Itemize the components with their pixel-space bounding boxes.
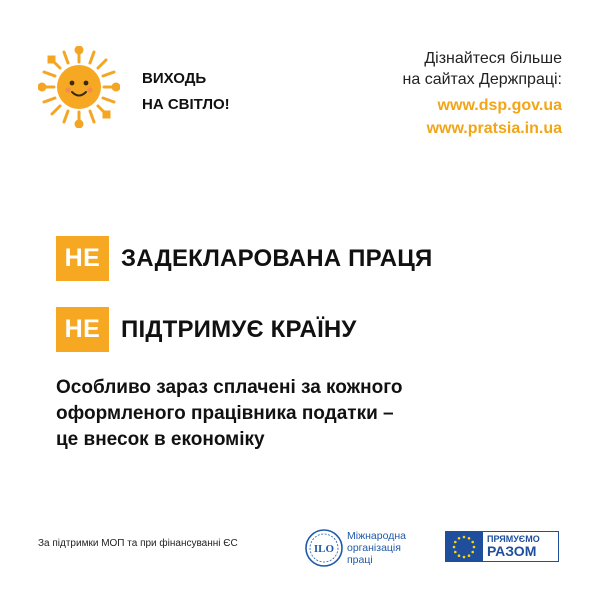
info-line2: на сайтах Держпраці:	[402, 71, 562, 88]
message-line: оформленого працівника податки –	[56, 403, 394, 424]
campaign-title	[142, 66, 230, 118]
eu-slogan	[483, 531, 559, 562]
claim-row	[56, 307, 357, 352]
eu-logo	[445, 531, 559, 562]
claim-row	[56, 236, 432, 281]
url-dsp-link[interactable]: www.dsp.gov.ua	[437, 97, 562, 114]
info-line1: Дізнайтеся більше	[424, 50, 562, 67]
message-line: Особливо зараз сплачені за кожного	[56, 377, 403, 398]
claim-text: ЗАДЕКЛАРОВАНА ПРАЦЯ	[121, 244, 433, 272]
eu-slogan-bottom: РАЗОМ	[487, 543, 537, 559]
eu-flag-icon	[445, 531, 483, 562]
claim-text: ПІДТРИМУЄ КРАЇНУ	[121, 315, 357, 343]
ilo-name	[347, 530, 406, 566]
support-note: За підтримки МОП та при фінансуванні ЄС	[38, 538, 238, 549]
campaign-title-line1: ВИХОДЬ	[142, 70, 207, 87]
ilo-name-line3: праці	[347, 554, 373, 566]
eu-slogan-top: ПРЯМУЄМО	[487, 534, 540, 544]
ilo-logo-icon	[304, 528, 344, 568]
svg-text:ILO: ILO	[313, 543, 335, 555]
ne-badge: НЕ	[56, 307, 109, 352]
info-block	[403, 48, 562, 140]
ilo-name-line1: Міжнародна	[347, 530, 406, 542]
campaign-title-line2: НА СВІТЛО!	[142, 96, 230, 113]
sun-with-tools-icon	[38, 46, 120, 128]
main-message	[56, 375, 556, 453]
ilo-name-line2: організація	[347, 542, 401, 554]
ne-badge: НЕ	[56, 236, 109, 281]
url-pratsia-link[interactable]: www.pratsia.in.ua	[426, 120, 562, 137]
message-line: це внесок в економіку	[56, 429, 265, 450]
